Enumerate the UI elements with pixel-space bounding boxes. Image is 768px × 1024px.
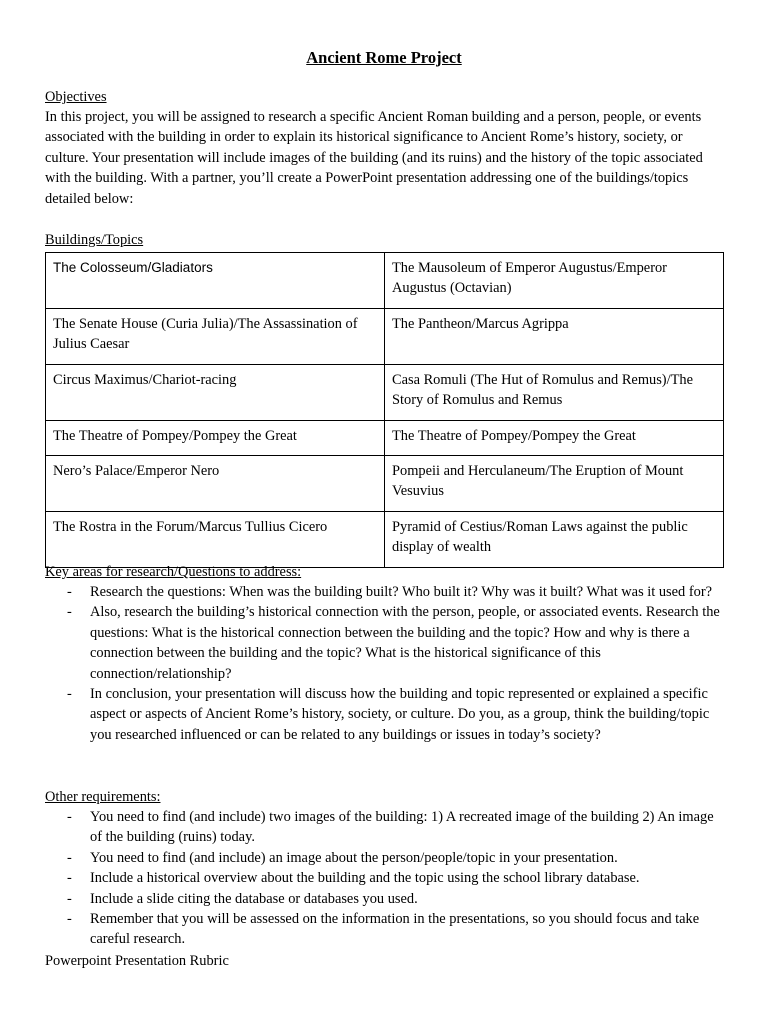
list-item	[45, 889, 725, 909]
table-cell: Pyramid of Cestius/Roman Laws against the public display of wealth	[385, 512, 724, 568]
other-requirements-heading: Other requirements:	[45, 789, 161, 805]
dash-bullet: -	[67, 686, 72, 703]
key-areas-list	[45, 582, 725, 745]
table-cell: The Mausoleum of Emperor Augustus/Emperor Augustus (Octavian)	[385, 253, 724, 309]
list-item	[45, 807, 725, 848]
list-item-text: In conclusion, your presentation will discuss how the building and topic represented or explained a specific aspect or aspects of Ancient Rome’s history, society, or culture. Do you, as a group, think the building/topic you researched influenced or can be related to any buildings or issues in today’s society?	[90, 686, 710, 743]
list-item	[45, 582, 725, 602]
key-areas-heading: Key areas for research/Questions to address:	[45, 564, 302, 580]
other-requirements-list	[45, 807, 725, 950]
table-row	[46, 512, 724, 568]
list-item	[45, 684, 725, 745]
list-item	[45, 848, 725, 868]
rubric-caption: Powerpoint Presentation Rubric	[45, 953, 229, 969]
table-cell: The Theatre of Pompey/Pompey the Great	[46, 421, 385, 456]
table-cell: The Colosseum/Gladiators	[46, 253, 385, 309]
table-cell: Nero’s Palace/Emperor Nero	[46, 456, 385, 512]
list-item-text: Remember that you will be assessed on the information in the presentations, so you should focus and take careful research.	[90, 911, 700, 948]
dash-bullet: -	[67, 911, 72, 928]
dash-bullet: -	[67, 809, 72, 825]
table-row	[46, 421, 724, 456]
list-item	[45, 909, 725, 950]
buildings-table	[45, 252, 724, 568]
list-item-text: Include a historical overview about the building and the topic using the school library database.	[90, 870, 640, 887]
page-title: Ancient Rome Project	[306, 48, 462, 67]
table-cell: Casa Romuli (The Hut of Romulus and Remus)/The Story of Romulus and Remus	[385, 365, 724, 421]
list-item	[45, 868, 725, 888]
table-cell: The Rostra in the Forum/Marcus Tullius Cicero	[46, 512, 385, 568]
dash-bullet: -	[67, 604, 72, 621]
table-cell: The Pantheon/Marcus Agrippa	[385, 309, 724, 365]
table-cell: Circus Maximus/Chariot-racing	[46, 365, 385, 421]
dash-bullet: -	[67, 584, 72, 600]
objectives-heading: Objectives	[45, 89, 107, 105]
list-item-text: Also, research the building’s historical connection with the person, people, or associated events. Research the questions: What is the historical connection between the building and the topic? How and why is there a connection between the building and the topic? What is the historical significance of this connection/relationship?	[90, 604, 720, 682]
dash-bullet: -	[67, 849, 72, 866]
table-cell: Pompeii and Herculaneum/The Eruption of Mount Vesuvius	[385, 456, 724, 512]
objectives-paragraph: In this project, you will be assigned to research a specific Ancient Roman building and a person, people, or events associated with the building in order to explain its historical significance to Ancient Rome’s history, society, or culture. Your presentation will include images of the building (and its ruins) and the history of the topic associated with the building. With a partner, you’ll create a PowerPoint presentation addressing one of the buildings/topics detailed below:	[45, 109, 703, 207]
table-cell: The Senate House (Curia Julia)/The Assassination of Julius Caesar	[46, 309, 385, 365]
table-cell: The Theatre of Pompey/Pompey the Great	[385, 421, 724, 456]
table-row	[46, 456, 724, 512]
list-item-text: You need to find (and include) two images of the building: 1) A recreated image of the building 2) An image of the building (ruins) today.	[90, 809, 714, 846]
table-row	[46, 309, 724, 365]
dash-bullet: -	[67, 870, 72, 887]
list-item-text: Include a slide citing the database or databases you used.	[90, 890, 418, 907]
dash-bullet: -	[67, 890, 72, 907]
table-row	[46, 365, 724, 421]
list-item	[45, 602, 725, 684]
buildings-heading: Buildings/Topics	[45, 232, 144, 248]
list-item-text: Research the questions: When was the building built? Who built it? Why was it built? What was it used for?	[90, 584, 713, 600]
list-item-text: You need to find (and include) an image about the person/people/topic in your presentation.	[90, 849, 618, 866]
table-row	[46, 253, 724, 309]
